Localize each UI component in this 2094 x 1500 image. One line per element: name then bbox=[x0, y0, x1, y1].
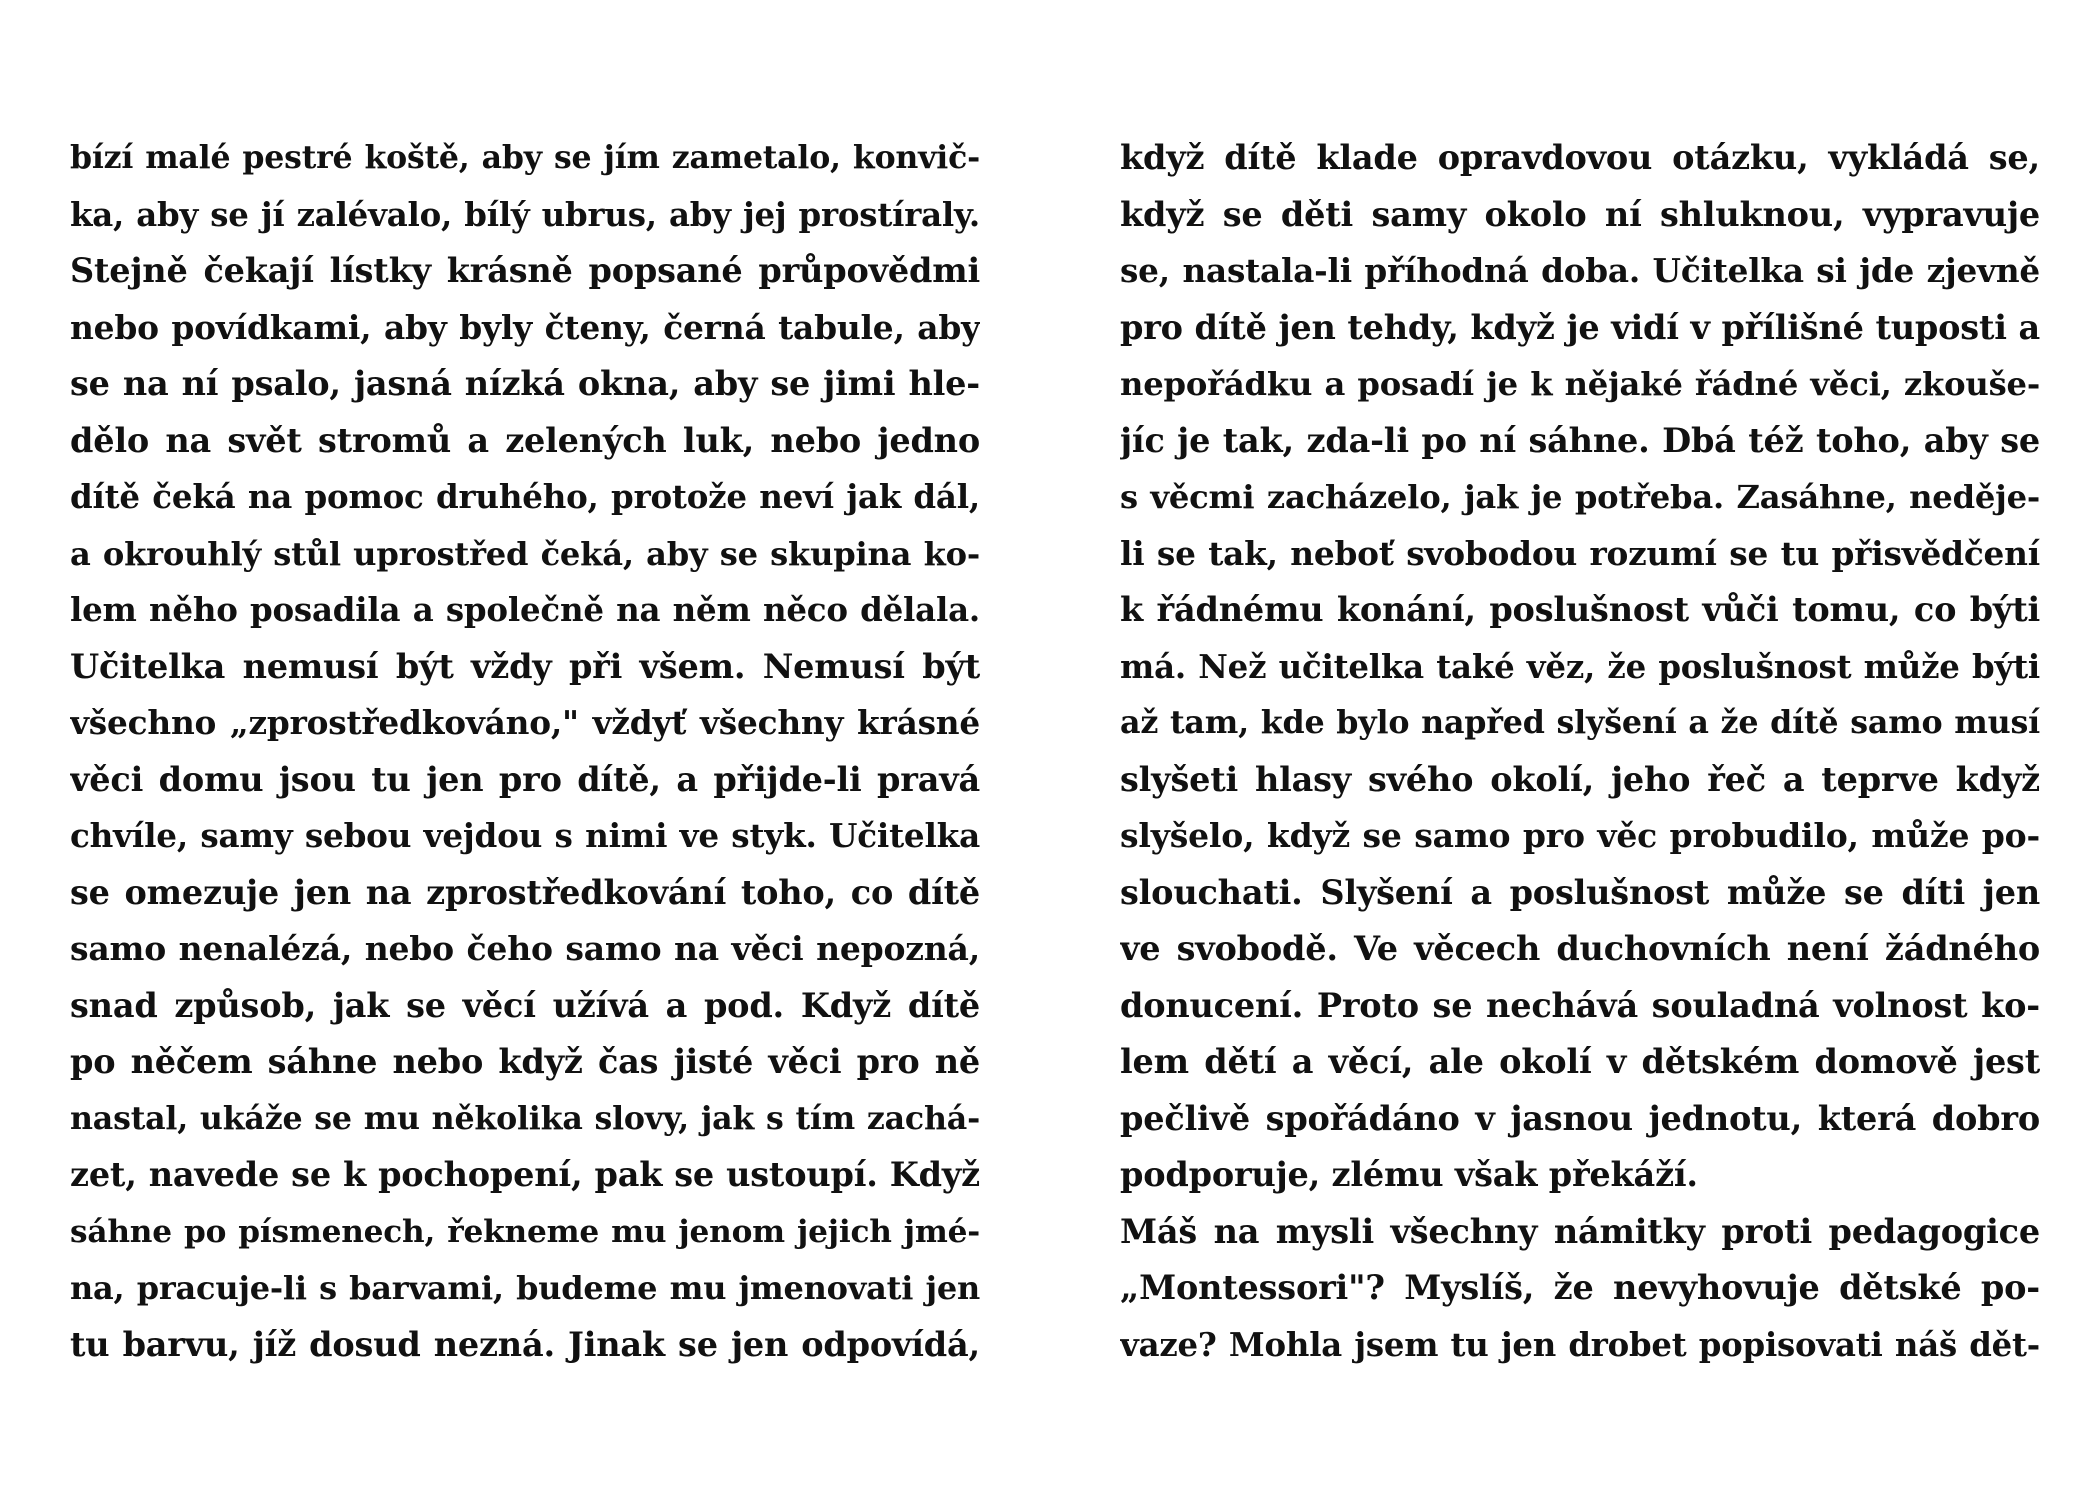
left-page bbox=[70, 130, 980, 1410]
text-line: lem dětí a věcí, ale okolí v dětském domově jest bbox=[1120, 1042, 2040, 1081]
text-line: se na ní psalo, jasná nízká okna, aby se jimi hle- bbox=[70, 364, 980, 403]
text-line: nepořádku a posadí je k nějaké řádné věci, zkouše- bbox=[1120, 365, 2040, 403]
text-line: ve svobodě. Ve věcech duchovních není žádného bbox=[1120, 929, 2040, 968]
text-line: zet, navede se k pochopení, pak se ustoupí. Když bbox=[70, 1155, 980, 1194]
text-line: slouchati. Slyšení a poslušnost může se díti jen bbox=[1120, 872, 2040, 912]
text-line: ka, aby se jí zalévalo, bílý ubrus, aby jej prostíraly. bbox=[70, 195, 980, 234]
text-line: se omezuje jen na zprostředkování toho, co dítě bbox=[70, 872, 980, 912]
text-line: pečlivě spořádáno v jasnou jednotu, která dobro bbox=[1120, 1098, 2040, 1138]
text-line: všechno „zprostředkováno," vždyť všechny krásné bbox=[70, 703, 980, 742]
text-line: po něčem sáhne nebo když čas jisté věci pro ně bbox=[70, 1042, 980, 1081]
text-line: Stejně čekají lístky krásně popsané průpovědmi bbox=[70, 251, 980, 290]
text-line: Máš na mysli všechny námitky proti pedagogice bbox=[1120, 1211, 2040, 1251]
text-line: vaze? Mohla jsem tu jen drobet popisovati náš dět- bbox=[1120, 1325, 2040, 1364]
text-line: tu barvu, jíž dosud nezná. Jinak se jen odpovídá, bbox=[70, 1324, 980, 1364]
text-line: věci domu jsou tu jen pro dítě, a přijde-li pravá bbox=[70, 759, 980, 799]
text-line: li se tak, neboť svobodou rozumí se tu přisvědčení bbox=[1120, 533, 2040, 573]
text-line: donucení. Proto se nechává souladná volnost ko- bbox=[1120, 985, 2040, 1025]
text-line: nastal, ukáže se mu několika slovy, jak s tím zachá- bbox=[70, 1099, 980, 1137]
text-line: samo nenalézá, nebo čeho samo na věci nepozná, bbox=[70, 929, 980, 968]
text-line: se, nastala-li příhodná doba. Učitelka si jde zjevně bbox=[1120, 251, 2040, 290]
text-line: chvíle, samy sebou vejdou s nimi ve styk. Učitelka bbox=[70, 816, 980, 855]
text-line: k řádnému konání, poslušnost vůči tomu, co býti bbox=[1120, 590, 2040, 629]
text-line: snad způsob, jak se věcí užívá a pod. Když dítě bbox=[70, 985, 980, 1025]
text-line: lem něho posadila a společně na něm něco dělala. bbox=[70, 591, 980, 629]
text-line: pro dítě jen tehdy, když je vidí v přílišné tuposti a bbox=[1120, 307, 2040, 347]
text-line: a okrouhlý stůl uprostřed čeká, aby se skupina ko- bbox=[70, 534, 980, 573]
text-line: „Montessori"? Myslíš, že nevyhovuje dětské po- bbox=[1120, 1268, 2040, 1307]
text-line: dítě čeká na pomoc druhého, protože neví jak dál, bbox=[70, 478, 980, 516]
text-line: slyšeti hlasy svého okolí, jeho řeč a teprve když bbox=[1120, 759, 2040, 799]
text-line: Učitelka nemusí být vždy při všem. Nemusí být bbox=[70, 646, 980, 686]
text-line: dělo na svět stromů a zelených luk, nebo jedno bbox=[70, 420, 980, 460]
text-line: slyšelo, když se samo pro věc probudilo, může po- bbox=[1120, 816, 2040, 855]
text-line: jíc je tak, zda-li po ní sáhne. Dbá též toho, aby se bbox=[1120, 420, 2040, 460]
right-page bbox=[1120, 130, 2040, 1410]
text-line: má. Než učitelka také věz, že poslušnost může býti bbox=[1120, 647, 2040, 686]
text-line: až tam, kde bylo napřed slyšení a že dítě samo musí bbox=[1120, 704, 2040, 741]
text-line: sáhne po písmenech, řekneme mu jenom jejich jmé- bbox=[70, 1213, 980, 1250]
text-line: na, pracuje-li s barvami, budeme mu jmenovati jen bbox=[70, 1269, 980, 1307]
text-line: s věcmi zacházelo, jak je potřeba. Zasáhne, neděje- bbox=[1120, 478, 2040, 516]
text-line: když se děti samy okolo ní shluknou, vypravuje bbox=[1120, 194, 2040, 234]
text-line: když dítě klade opravdovou otázku, vykládá se, bbox=[1120, 138, 2040, 177]
text-line: nebo povídkami, aby byly čteny, černá tabule, aby bbox=[70, 307, 980, 347]
text-line: podporuje, zlému však překáží. bbox=[1120, 1155, 1698, 1194]
text-line: bízí malé pestré koště, aby se jím zametalo, konvič- bbox=[70, 139, 980, 176]
